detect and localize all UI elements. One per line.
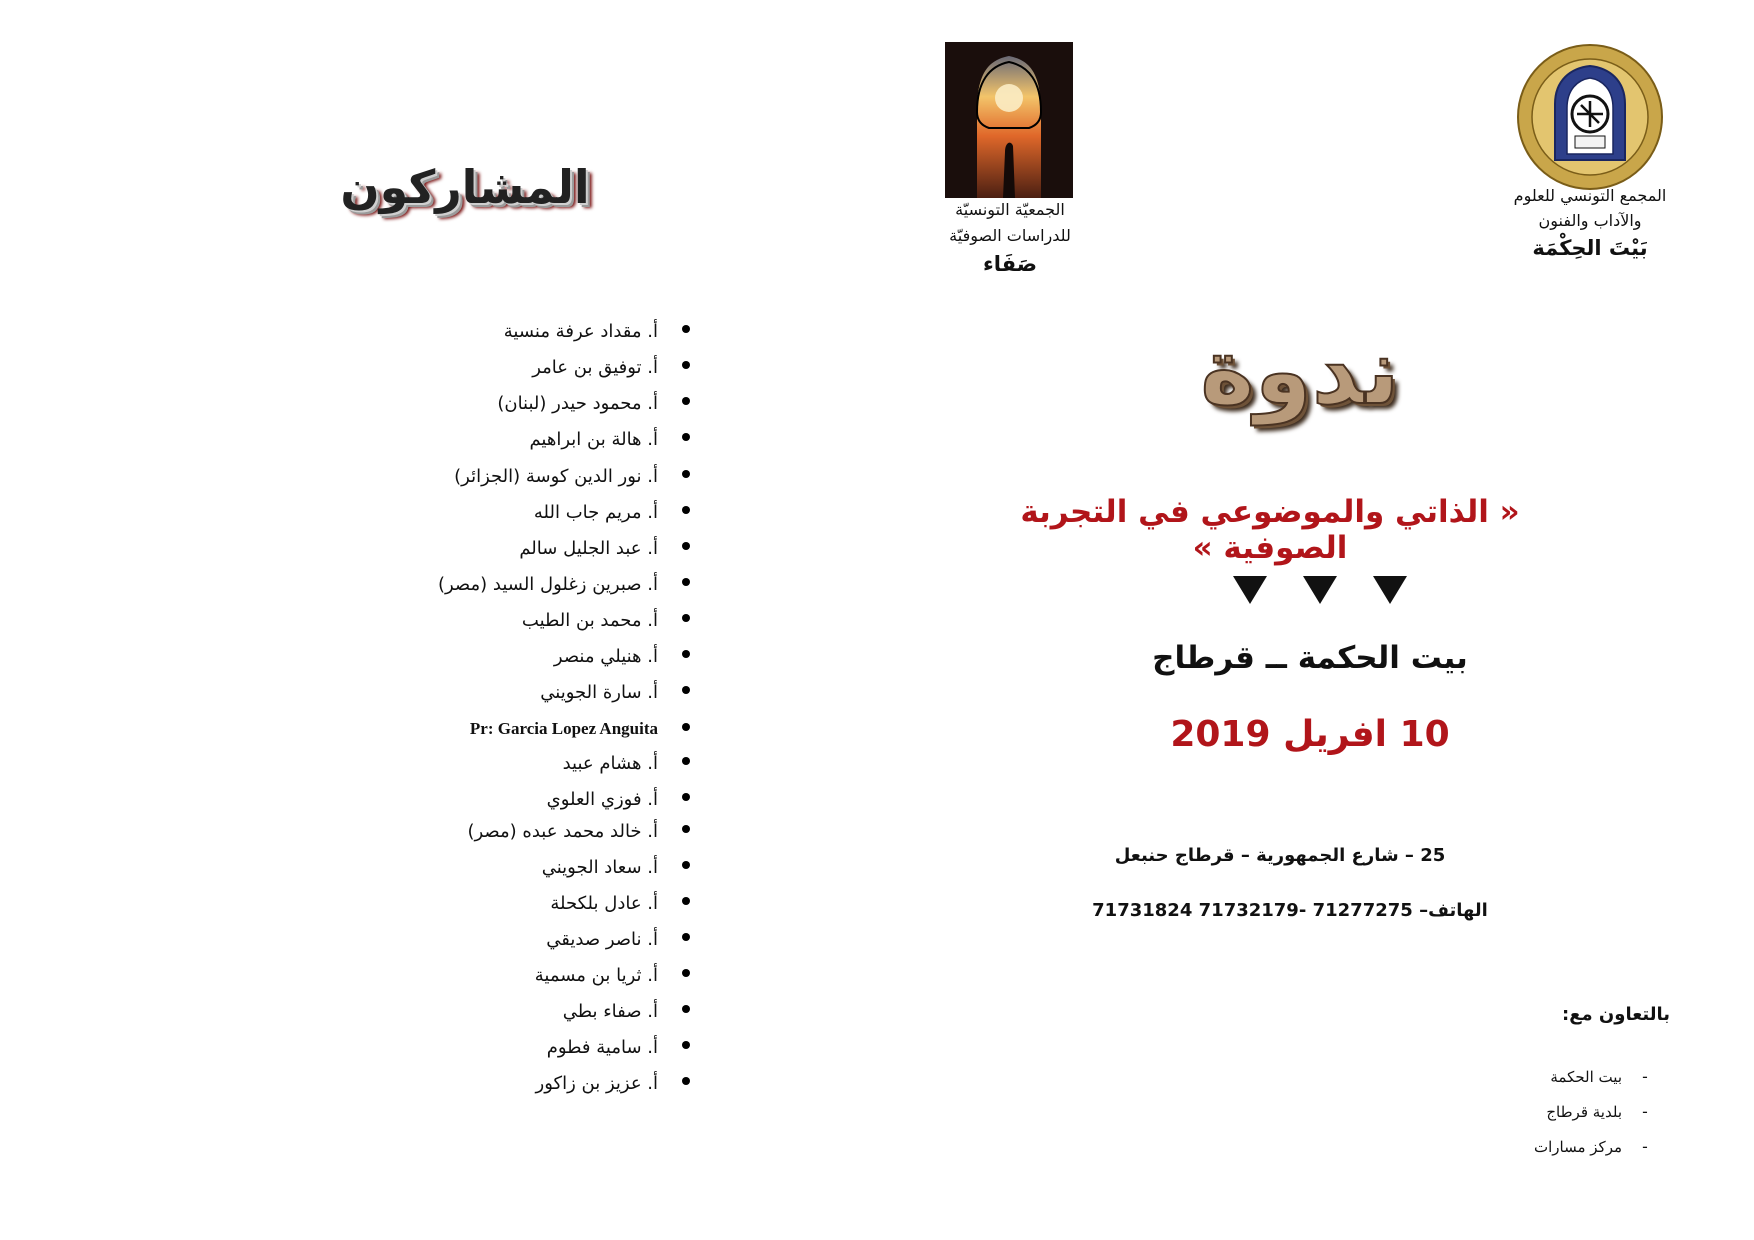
- participant-item: [360, 816, 700, 846]
- bullet-icon: [682, 969, 690, 977]
- participant-name: أ. مقداد عرفة منسية: [503, 320, 658, 342]
- bullet-icon: [682, 1005, 690, 1013]
- bullet-icon: [682, 686, 690, 694]
- participant-name: أ. ثريا بن مسمية: [534, 964, 658, 986]
- dash-bullet-icon: -: [1642, 1137, 1648, 1156]
- participant-item: [360, 424, 700, 454]
- participant-item: [360, 852, 700, 882]
- beit-al-hikma-seal: [1515, 42, 1665, 192]
- participant-name: أ. عادل بلكحلة: [550, 892, 658, 914]
- bullet-icon: [682, 614, 690, 622]
- participant-item: [360, 641, 700, 671]
- bullet-icon: [682, 506, 690, 514]
- participant-item: [360, 1068, 700, 1098]
- bullet-icon: [682, 1077, 690, 1085]
- participant-name: أ. خالد محمد عبده (مصر): [467, 820, 658, 842]
- triangles-divider-icon: [1225, 572, 1415, 608]
- symposium-topic: « الذاتي والموضوعي في التجربة الصوفية »: [1020, 494, 1520, 566]
- seal-icon: [1515, 42, 1665, 192]
- collaboration-title: بالتعاون مع:: [1562, 1004, 1670, 1025]
- participant-item: [360, 533, 700, 563]
- participant-name: أ. ناصر صديقي: [546, 928, 658, 950]
- participant-item: [360, 784, 700, 814]
- bullet-icon: [682, 542, 690, 550]
- seal-caption-line2: والآداب والفنون: [1538, 211, 1642, 230]
- nadwa-title: ندوة: [1200, 318, 1400, 425]
- participant-name: أ. فوزي العلوي: [546, 788, 658, 810]
- participant-item: [360, 714, 700, 744]
- venue: بيت الحكمة ــ قرطاج: [1152, 640, 1468, 676]
- participant-name: أ. محمد بن الطيب: [521, 609, 658, 631]
- participant-name: أ. مريم جاب الله: [533, 501, 658, 523]
- participant-name: أ. هنيلي منصر: [553, 645, 658, 667]
- dash-bullet-icon: -: [1642, 1067, 1648, 1086]
- collaboration-item: [1510, 1134, 1650, 1160]
- participant-name: أ. صبرين زغلول السيد (مصر): [437, 573, 658, 595]
- arch-window-icon: [945, 42, 1073, 198]
- seal-name: بَيْتَ الحِكْمَة: [1532, 236, 1648, 260]
- participant-item: [360, 888, 700, 918]
- collaboration-item: [1510, 1099, 1650, 1125]
- participant-item: [360, 497, 700, 527]
- participant-name: أ. هالة بن ابراهيم: [529, 428, 658, 450]
- participant-name: أ. عزيز بن زاكور: [535, 1072, 658, 1094]
- participant-item: [360, 352, 700, 382]
- bullet-icon: [682, 397, 690, 405]
- bullet-icon: [682, 361, 690, 369]
- safa-name: صَفَاء: [982, 252, 1038, 276]
- participant-item: [360, 677, 700, 707]
- bullet-icon: [682, 1041, 690, 1049]
- bullet-icon: [682, 433, 690, 441]
- safa-logo: [945, 42, 1073, 198]
- participant-item: [360, 569, 700, 599]
- dash-bullet-icon: -: [1642, 1102, 1648, 1121]
- bullet-icon: [682, 933, 690, 941]
- participant-name: أ. سعاد الجويني: [541, 856, 658, 878]
- bullet-icon: [682, 578, 690, 586]
- participant-name: أ. محمود حيدر (لبنان): [497, 392, 658, 414]
- safa-caption-line2: للدراسات الصوفيّة: [949, 226, 1071, 245]
- participant-item: [360, 748, 700, 778]
- bullet-icon: [682, 470, 690, 478]
- safa-caption-line1: الجمعيّة التونسيّة: [955, 200, 1065, 219]
- phone-numbers: الهاتف– 71277275 -71732179 71731824: [1092, 900, 1488, 921]
- bullet-icon: [682, 861, 690, 869]
- participant-item: [360, 388, 700, 418]
- participant-item: [360, 316, 700, 346]
- participant-name: أ. توفيق بن عامر: [532, 356, 658, 378]
- event-date: 10 افريل 2019: [1170, 714, 1450, 755]
- address: 25 – شارع الجمهورية – قرطاج حنبعل: [1114, 845, 1446, 866]
- bullet-icon: [682, 793, 690, 801]
- participant-item: [360, 605, 700, 635]
- participant-name: أ. صفاء بطي: [562, 1000, 658, 1022]
- participant-name: Pr: Garcia Lopez Anguita: [469, 719, 658, 738]
- collaboration-item-label: بيت الحكمة: [1550, 1068, 1622, 1086]
- collaboration-item-label: مركز مسارات: [1533, 1138, 1622, 1156]
- participant-item: [360, 924, 700, 954]
- participant-item: [360, 1032, 700, 1062]
- bullet-icon: [682, 757, 690, 765]
- collaboration-item: [1510, 1064, 1650, 1090]
- bullet-icon: [682, 825, 690, 833]
- bullet-icon: [682, 325, 690, 333]
- participant-name: أ. عبد الجليل سالم: [519, 537, 658, 559]
- participant-name: أ. هشام عبيد: [562, 752, 658, 774]
- bullet-icon: [682, 650, 690, 658]
- participants-title: المشاركون: [340, 160, 590, 214]
- bullet-icon: [682, 897, 690, 905]
- collaboration-item-label: بلدية قرطاج: [1546, 1103, 1622, 1121]
- participant-item: [360, 461, 700, 491]
- participant-item: [360, 996, 700, 1026]
- bullet-icon: [682, 723, 690, 731]
- participant-name: أ. سامية فطوم: [546, 1036, 658, 1058]
- participant-item: [360, 960, 700, 990]
- participant-name: أ. سارة الجويني: [540, 681, 658, 703]
- participant-name: أ. نور الدين كوسة (الجزائر): [454, 465, 658, 487]
- seal-caption-line1: المجمع التونسي للعلوم: [1513, 186, 1667, 205]
